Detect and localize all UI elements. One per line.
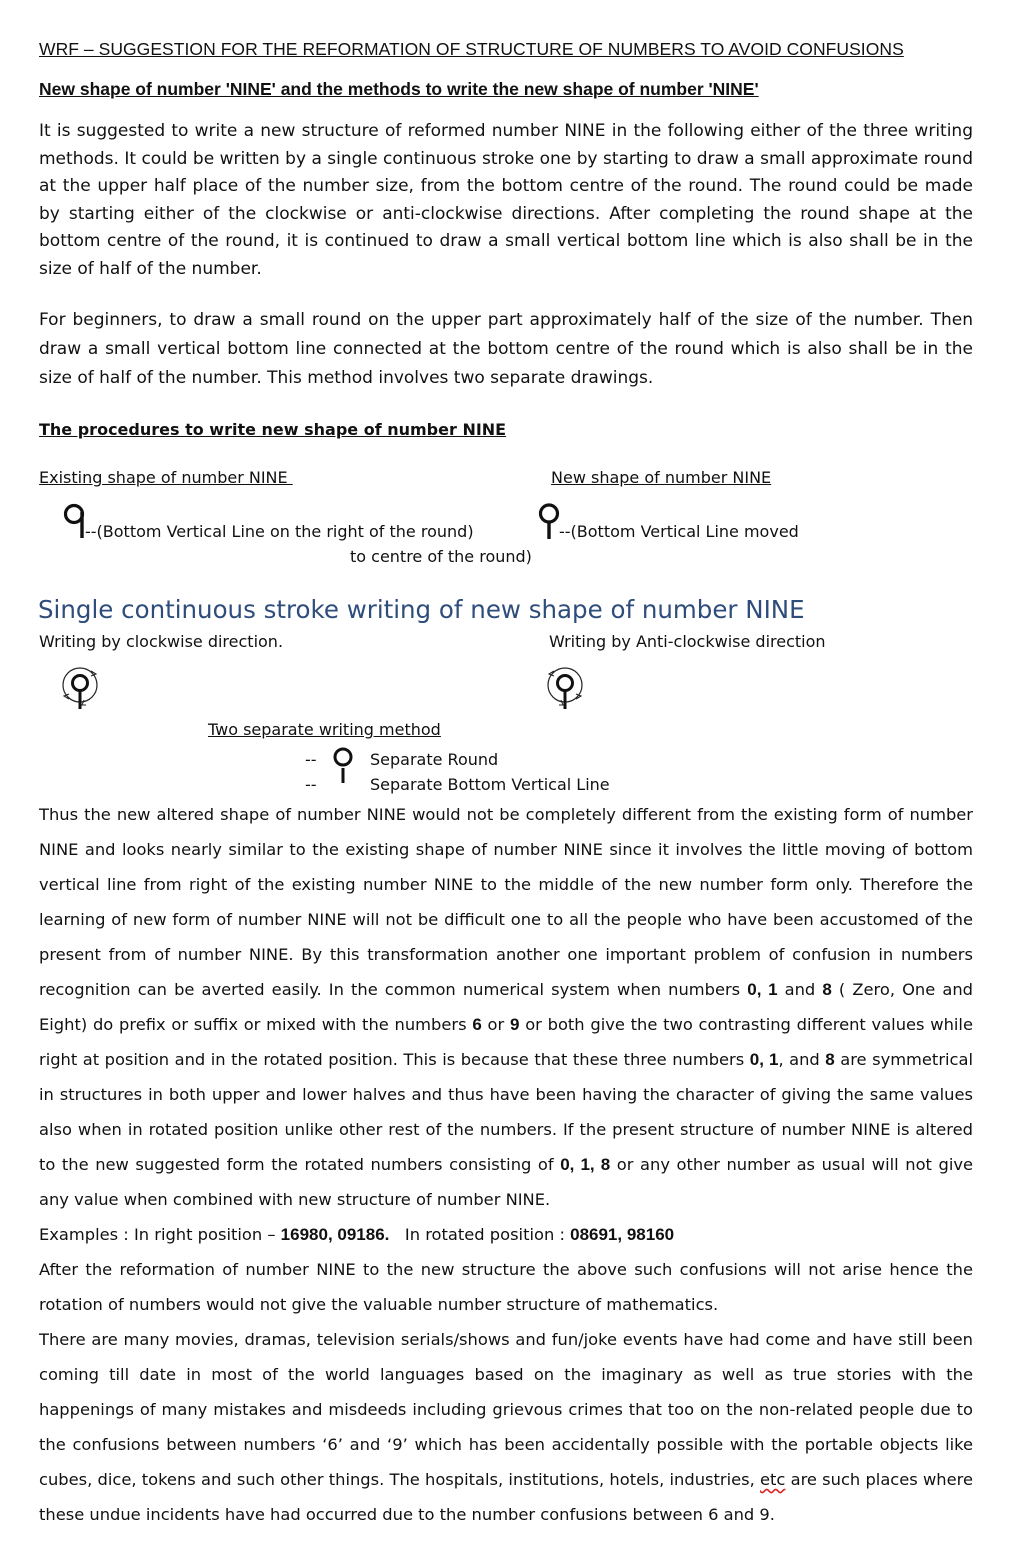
anticlockwise-label: Writing by Anti-clockwise direction [549, 632, 826, 651]
new-shape-caption-line2: to centre of the round) [350, 547, 532, 566]
body-text [39, 797, 973, 1532]
new-shape-caption-line1: --(Bottom Vertical Line moved [559, 522, 799, 541]
single-stroke-heading: Single continuous stroke writing of new shape of number NINE [38, 595, 805, 624]
beginners-paragraph: For beginners, to draw a small round on the upper part approximately half of the size of the number. Then draw a small vertical bottom line connected at the bottom centre of the round which is also shall be in the size of half of the number. This method involves two separate drawings. [39, 310, 973, 388]
new-shape-label: New shape of number NINE [551, 468, 772, 487]
separate-line-label: Separate Bottom Vertical Line [370, 775, 610, 794]
separate-dash-2: -- [305, 775, 317, 794]
body-paragraph-1: Thus the new altered shape of number NINE would not be completely different from the existing form of number NINE and looks nearly similar to the existing shape of number NINE since it involves the little moving of bottom vertical line from right of the existing number NINE to the middle of the new number form only. Therefore the learning of new form of number NINE will not be difficult one to all the people who have been accustomed of the present from of number NINE. By this transformation another one important problem of confusion in numbers recognition can be averted easily. In the common numerical system when numbers 0, 1 and 8 ( Zero, One and Eight) do prefix or suffix or mixed with the numbers 6 or 9 or both give the two contrasting different values while right at position and in the rotated position. This is because that these three numbers 0, 1, and 8 are symmetrical in structures in both upper and lower halves and thus have been having the character of giving the same values also when in rotated position unlike other rest of the numbers. If the present structure of number NINE is altered to the new suggested form the rotated numbers consisting of 0, 1, 8 or any other number as usual will not give any value when combined with new structure of number NINE. [39, 805, 973, 1209]
separate-round-label: Separate Round [370, 750, 499, 769]
document-title: WRF – SUGGESTION FOR THE REFORMATION OF STRUCTURE OF NUMBERS TO AVOID CONFUSIONS [39, 39, 904, 59]
separate-dash-1: -- [305, 750, 317, 769]
anticlockwise-nine-diagram [545, 665, 589, 713]
separate-nine-glyph [332, 746, 356, 786]
existing-shape-caption: --(Bottom Vertical Line on the right of the round) [85, 522, 474, 541]
examples-line: Examples : In right position – 16980, 09186. In rotated position : 08691, 98160 [39, 1225, 675, 1244]
two-separate-heading: Two separate writing method [208, 720, 441, 739]
clockwise-nine-diagram [60, 665, 104, 713]
body-paragraph-3: There are many movies, dramas, television serials/shows and fun/joke events have had come and have still been coming till date in most of the world languages based on the imaginary as well as true stories with the happenings of many mistakes and misdeeds including grievous crimes that too on the non-related people due to the confusions between numbers ‘6’ and ‘9’ which has been accidentally possible with the portable objects like cubes, dice, tokens and such other things. The hospitals, institutions, hotels, industries, etc are such places where these undue incidents have had occurred due to the number confusions between 6 and 9. [39, 1330, 973, 1524]
procedures-heading: The procedures to write new shape of number NINE [39, 420, 507, 439]
intro-paragraph: It is suggested to write a new structure of reformed number NINE in the following either of the three writing methods. It could be written by a single continuous stroke one by starting to draw a small approximate round at the upper half place of the number size, from the bottom centre of the round. The round could be made by starting either of the clockwise or anti-clockwise directions. After completing the round shape at the bottom centre of the round, it is continued to draw a small vertical bottom line which is also shall be in the size of half of the number. [39, 121, 973, 279]
existing-shape-label: Existing shape of number NINE [39, 468, 293, 487]
body-paragraph-2: After the reformation of number NINE to the new structure the above such confusions will not arise hence the rotation of numbers would not give the valuable number structure of mathematics. [39, 1260, 973, 1314]
clockwise-label: Writing by clockwise direction. [39, 632, 284, 651]
document-subtitle: New shape of number 'NINE' and the methods to write the new shape of number 'NINE' [39, 79, 759, 99]
